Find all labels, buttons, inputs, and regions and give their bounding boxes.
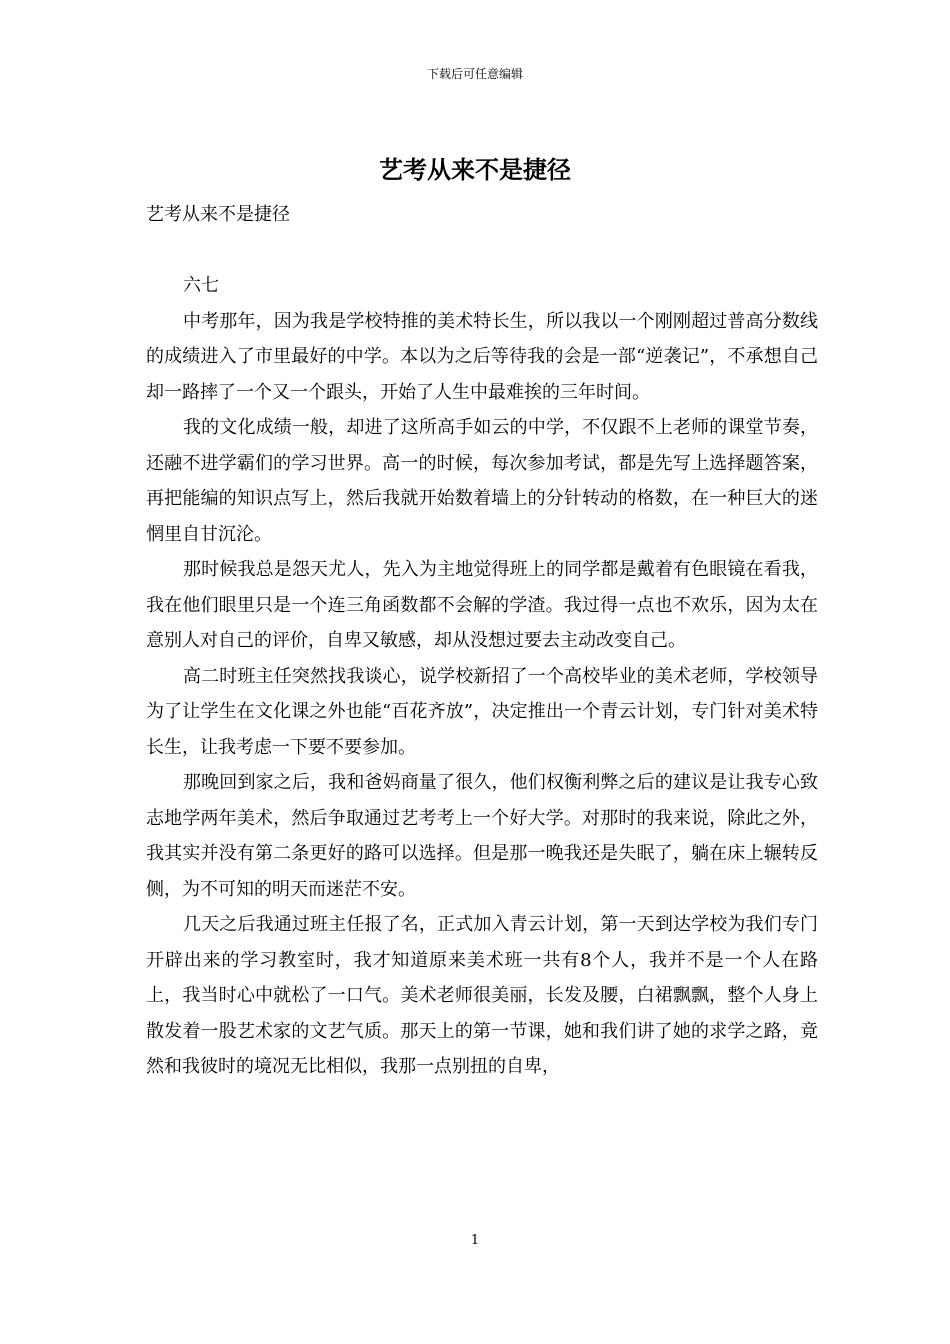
paragraph: 高二时班主任突然找我谈心，说学校新招了一个高校毕业的美术老师，学校领导为了让学生在文化课之外也能“百花齐放”，决定推出一个青云计划，专门针对美术特长生，让我考虑一下要不要参加。 bbox=[146, 665, 818, 758]
paragraph: 中考那年，因为我是学校特推的美术特长生，所以我以一个刚刚超过普高分数线的成绩进入了市里最好的中学。本以为之后等待我的会是一部“逆袭记”，不承想自己却一路摔了一个又一个跟头，开始了人生中最难挨的三年时间。 bbox=[146, 310, 818, 403]
paragraph: 那晚回到家之后，我和爸妈商量了很久，他们权衡利弊之后的建议是让我专心致志地学两年美术，然后争取通过艺考考上一个好大学。对那时的我来说，除此之外，我其实并没有第二条更好的路可以选择。但是那一晚我还是失眠了，躺在床上辗转反侧，为不可知的明天而迷茫不安。 bbox=[146, 772, 818, 900]
page-number: 1 bbox=[470, 1233, 480, 1248]
blank-line bbox=[146, 233, 818, 269]
author-line: 六七 bbox=[183, 275, 219, 296]
document-title: 艺考从来不是捷径 bbox=[379, 155, 571, 184]
document-subtitle: 艺考从来不是捷径 bbox=[146, 204, 290, 225]
paragraph: 几天之后我通过班主任报了名，正式加入青云计划，第一天到达学校为我们专门开辟出来的学习教室时，我才知道原来美术班一共有8个人，我并不是一个人在路上，我当时心中就松了一口气。美术老师很美丽，长发及腰，白裙飘飘，整个人身上散发着一股艺术家的文艺气质。那天上的第一节课，她和我们讲了她的求学之路，竟然和我彼时的境况无比相似，我那一点别扭的自卑， bbox=[146, 914, 818, 1077]
document-body bbox=[146, 197, 818, 1085]
header-note: 下载后可任意编辑 bbox=[426, 67, 523, 81]
paragraph: 那时候我总是怨天尤人，先入为主地觉得班上的同学都是戴着有色眼镜在看我，我在他们眼里只是一个连三角函数都不会解的学渣。我过得一点也不欢乐，因为太在意别人对自己的评价，自卑又敏感，却从没想过要去主动改变自己。 bbox=[146, 559, 818, 651]
paragraph: 我的文化成绩一般，却进了这所高手如云的中学，不仅跟不上老师的课堂节奏，还融不进学霸们的学习世界。高一的时候，每次参加考试，都是先写上选择题答案，再把能编的知识点写上，然后我就开始数着墙上的分针转动的格数，在一种巨大的迷惘里自甘沉沦。 bbox=[146, 417, 818, 545]
